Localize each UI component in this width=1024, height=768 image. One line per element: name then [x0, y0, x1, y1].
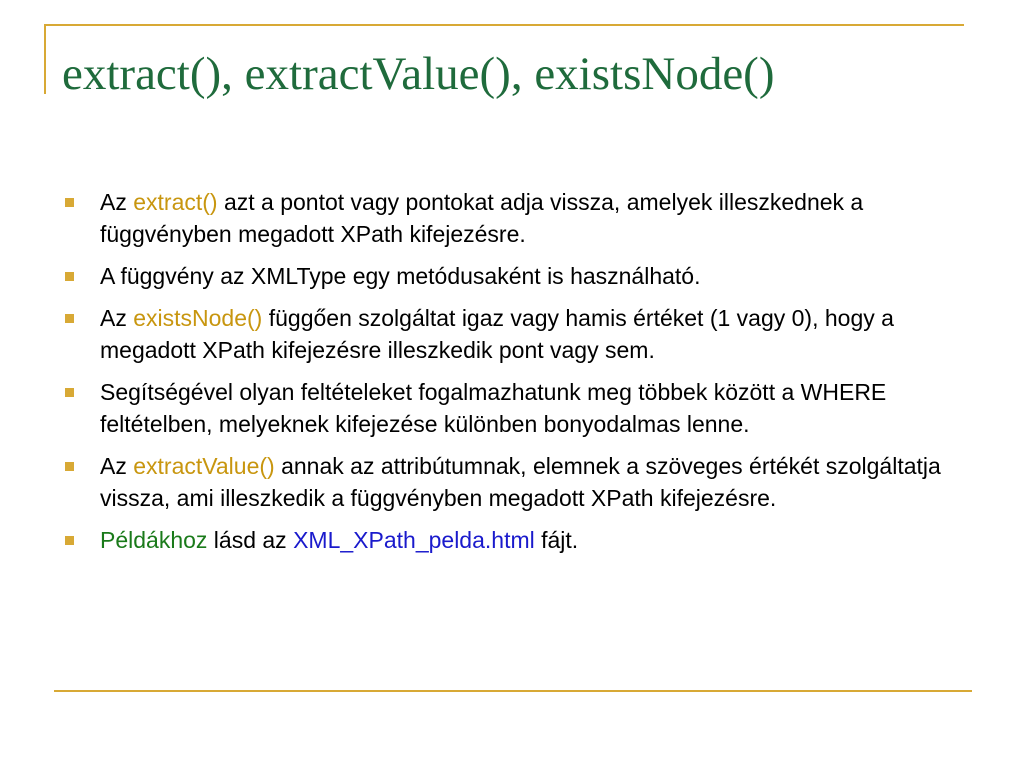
bullet-list — [62, 186, 972, 566]
bullet-text: azt a pontot vagy pontokat adja vissza, amelyek illeszkednek a függvényben megadott XPath kifejezésre. — [100, 189, 864, 247]
title-frame-top-line — [44, 24, 964, 26]
square-bullet-icon — [65, 198, 74, 207]
square-bullet-icon — [65, 272, 74, 281]
bullet-prefix: Az — [100, 189, 134, 215]
bullet-extract — [62, 186, 972, 250]
function-name-extract: extract() — [133, 189, 218, 215]
bullet-prefix: Az — [100, 305, 134, 331]
square-bullet-icon — [65, 314, 74, 323]
bullet-xmltype-method — [62, 260, 972, 292]
bullet-text: lásd az — [207, 527, 294, 553]
bullet-text: A függvény az XMLType egy metódusaként is használható. — [100, 263, 701, 289]
footer-divider-line — [54, 690, 972, 692]
square-bullet-icon — [65, 462, 74, 471]
bullet-extractvalue — [62, 450, 972, 514]
bullet-text-end: fájt. — [534, 527, 579, 553]
bullet-existsnode — [62, 302, 972, 366]
bullet-examples — [62, 524, 972, 556]
bullet-text: Segítségével olyan feltételeket fogalmazhatunk meg többek között a WHERE feltételben, melyeknek kifejezése különben bonyodalmas lenne. — [100, 379, 887, 437]
bullet-where-clause — [62, 376, 972, 440]
function-name-extractvalue: extractValue() — [133, 453, 275, 479]
function-name-existsnode: existsNode() — [133, 305, 263, 331]
bullet-prefix: Az — [100, 453, 134, 479]
title-frame-left-line — [44, 24, 46, 94]
square-bullet-icon — [65, 536, 74, 545]
bullet-text: annak az attribútumnak, elemnek a szöveges értékét szolgáltatja vissza, ami illeszkedik a függvényben megadott XPath kifejezésre. — [100, 453, 941, 511]
slide-title: extract(), extractValue(), existsNode() — [62, 48, 775, 100]
examples-label: Példákhoz — [100, 527, 208, 553]
example-file-link[interactable]: XML_XPath_pelda.html — [293, 527, 535, 553]
bullet-text: függően szolgáltat igaz vagy hamis értéket (1 vagy 0), hogy a megadott XPath kifejezésre illeszkedik pont vagy sem. — [100, 305, 894, 363]
square-bullet-icon — [65, 388, 74, 397]
